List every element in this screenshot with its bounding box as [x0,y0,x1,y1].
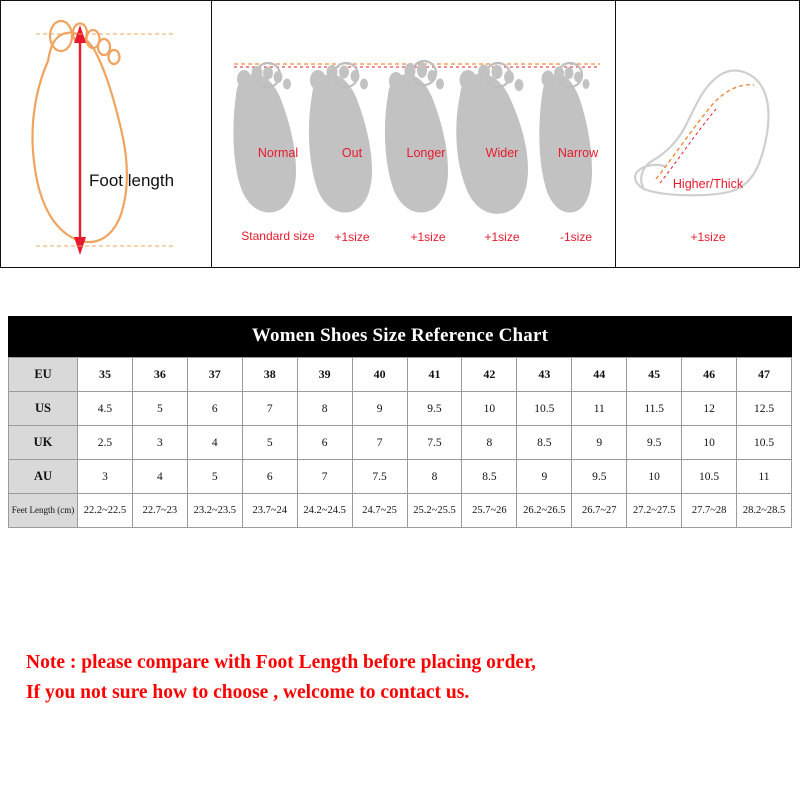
cell-au-9: 9.5 [572,460,627,494]
cell-us-0: 4.5 [78,392,133,426]
foot-height-advice-label: +1size [690,230,726,244]
cell-uk-4: 6 [297,426,352,460]
foot-advice-label-1: +1size [334,230,370,244]
cell-us-12: 12.5 [737,392,792,426]
cell-eu-1: 36 [132,358,187,392]
foot-shape-label-1: Out [341,146,363,160]
row-header-uk: UK [9,426,78,460]
cell-feet-3: 23.7~24 [242,494,297,528]
row-header-us: US [9,392,78,426]
cell-feet-9: 26.7~27 [572,494,627,528]
foot-side-view-icon [616,1,800,269]
row-header-feet-length: Feet Length (cm) [9,494,78,528]
cell-uk-12: 10.5 [737,426,792,460]
cell-au-1: 4 [132,460,187,494]
cell-au-4: 7 [297,460,352,494]
cell-eu-4: 39 [297,358,352,392]
cell-feet-1: 22.7~23 [132,494,187,528]
cell-uk-8: 8.5 [517,426,572,460]
foot-length-label: Foot length [89,171,175,190]
cell-au-12: 11 [737,460,792,494]
cell-eu-10: 45 [627,358,682,392]
cell-us-7: 10 [462,392,517,426]
cell-au-8: 9 [517,460,572,494]
foot-shape-panel [212,0,616,268]
foot-height-shape-label: Higher/Thick [672,177,744,191]
cell-uk-0: 2.5 [78,426,133,460]
cell-au-7: 8.5 [462,460,517,494]
table-row [9,494,792,528]
cell-eu-12: 47 [737,358,792,392]
table-row [9,460,792,494]
illustration-band [0,0,800,268]
cell-au-11: 10.5 [682,460,737,494]
cell-uk-3: 5 [242,426,297,460]
cell-uk-6: 7.5 [407,426,462,460]
foot-shape-label-0: Normal [257,146,299,160]
cell-eu-0: 35 [78,358,133,392]
foot-shape-label-3: Wider [485,146,519,160]
cell-us-2: 6 [187,392,242,426]
cell-uk-2: 4 [187,426,242,460]
cell-eu-6: 41 [407,358,462,392]
foot-advice-label-2: +1size [410,230,446,244]
foot-outline-icon [1,1,213,269]
cell-feet-4: 24.2~24.5 [297,494,352,528]
cell-eu-5: 40 [352,358,407,392]
cell-au-2: 5 [187,460,242,494]
table-row [9,392,792,426]
size-chart-table [8,316,792,528]
cell-uk-5: 7 [352,426,407,460]
cell-us-11: 12 [682,392,737,426]
cell-au-6: 8 [407,460,462,494]
cell-feet-8: 26.2~26.5 [517,494,572,528]
cell-us-5: 9 [352,392,407,426]
cell-us-6: 9.5 [407,392,462,426]
cell-feet-0: 22.2~22.5 [78,494,133,528]
cell-uk-1: 3 [132,426,187,460]
cell-us-9: 11 [572,392,627,426]
order-note-line-1: Note : please compare with Foot Length before placing order, [26,652,536,673]
cell-feet-7: 25.7~26 [462,494,517,528]
cell-au-10: 10 [627,460,682,494]
cell-eu-7: 42 [462,358,517,392]
cell-eu-2: 37 [187,358,242,392]
table-row [9,426,792,460]
cell-uk-7: 8 [462,426,517,460]
cell-eu-8: 43 [517,358,572,392]
cell-eu-9: 44 [572,358,627,392]
foot-advice-label-0: Standard size [241,229,315,243]
order-note [26,648,786,708]
cell-feet-12: 28.2~28.5 [737,494,792,528]
cell-us-3: 7 [242,392,297,426]
size-chart-title: Women Shoes Size Reference Chart [8,316,792,357]
cell-au-5: 7.5 [352,460,407,494]
cell-uk-10: 9.5 [627,426,682,460]
foot-length-panel [0,0,212,268]
cell-feet-6: 25.2~25.5 [407,494,462,528]
cell-au-3: 6 [242,460,297,494]
cell-au-0: 3 [78,460,133,494]
cell-us-10: 11.5 [627,392,682,426]
cell-us-1: 5 [132,392,187,426]
size-chart-wrapper [8,316,792,528]
foot-height-panel [616,0,800,268]
cell-uk-9: 9 [572,426,627,460]
foot-advice-label-4: -1size [559,230,592,244]
cell-feet-11: 27.7~28 [682,494,737,528]
cell-us-8: 10.5 [517,392,572,426]
cell-uk-11: 10 [682,426,737,460]
foot-advice-label-3: +1size [484,230,520,244]
row-header-au: AU [9,460,78,494]
foot-shape-label-2: Longer [406,146,446,160]
foot-shape-label-4: Narrow [557,146,599,160]
cell-us-4: 8 [297,392,352,426]
table-row [9,358,792,392]
cell-feet-2: 23.2~23.5 [187,494,242,528]
order-note-line-2: If you not sure how to choose , welcome to contact us. [26,682,470,704]
row-header-eu: EU [9,358,78,392]
cell-eu-3: 38 [242,358,297,392]
cell-feet-10: 27.2~27.5 [627,494,682,528]
cell-eu-11: 46 [682,358,737,392]
cell-feet-5: 24.7~25 [352,494,407,528]
